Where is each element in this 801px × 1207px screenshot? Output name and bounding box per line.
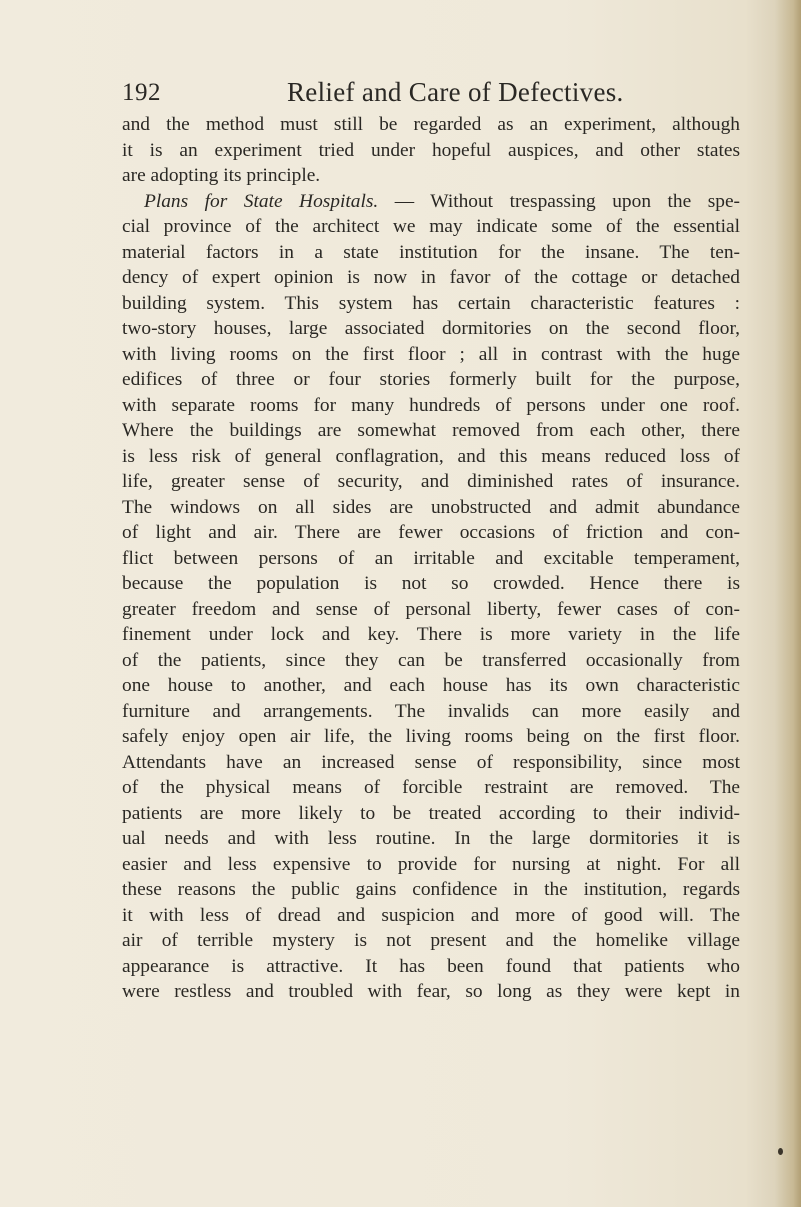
text-line: easier and less expensive to provide for nursing at night. For all <box>122 853 740 875</box>
running-title: Relief and Care of Defectives. <box>287 77 624 107</box>
ink-spot <box>778 1148 783 1155</box>
text-line: The windows on all sides are unobstructed and admit abundance <box>122 496 740 518</box>
text-line: air of terrible mystery is not present and the homelike village <box>122 930 740 951</box>
section-heading: Plans for State Hospitals. <box>144 190 379 212</box>
text-fragment: — Without trespassing upon the spe- <box>378 190 740 212</box>
text-line: it with less of dread and suspicion and more of good will. The <box>122 904 740 926</box>
text-line: finement under lock and key. There is more variety in the life <box>122 624 740 645</box>
text-line: with separate rooms for many hundreds of persons under one roof. <box>122 394 740 416</box>
text-line: safely enjoy open air life, the living rooms being on the first floor. <box>122 726 740 747</box>
text-line: greater freedom and sense of personal liberty, fewer cases of con- <box>122 598 740 620</box>
text-line: furniture and arrangements. The invalids can more easily and <box>122 700 740 722</box>
text-line: and the method must still be regarded as an experiment, although <box>122 114 740 135</box>
text-line: with living rooms on the first floor ; all in contrast with the huge <box>122 343 740 365</box>
text-line: are adopting its principle. <box>122 165 321 186</box>
page-header <box>122 73 740 113</box>
text-line: two-story houses, large associated dormitories on the second floor, <box>122 318 740 339</box>
text-line: appearance is attractive. It has been found that patients who <box>122 955 740 977</box>
body-text <box>122 112 740 1005</box>
text-line: building system. This system has certain characteristic features : <box>122 292 740 314</box>
text-line: material factors in a state institution for the insane. The ten- <box>122 241 740 263</box>
section-heading-line <box>122 189 740 215</box>
text-line: one house to another, and each house has its own characteristic <box>122 675 740 696</box>
text-line: these reasons the public gains confidence in the institution, regards <box>122 879 740 900</box>
paragraph-lines <box>122 214 740 1005</box>
text-line: Where the buildings are somewhat removed from each other, there <box>122 420 740 441</box>
text-line: flict between persons of an irritable and excitable temperament, <box>122 547 740 569</box>
text-line: cial province of the architect we may indicate some of the essential <box>122 216 740 237</box>
text-line: patients are more likely to be treated according to their individ- <box>122 802 740 824</box>
text-line: edifices of three or four stories formerly built for the purpose, <box>122 369 740 390</box>
text-line: ual needs and with less routine. In the large dormitories it is <box>122 828 740 849</box>
text-line: it is an experiment tried under hopeful auspices, and other states <box>122 139 740 161</box>
text-line: because the population is not so crowded. Hence there is <box>122 573 740 594</box>
text-line: Attendants have an increased sense of responsibility, since most <box>122 751 740 773</box>
text-line: life, greater sense of security, and diminished rates of insurance. <box>122 471 740 492</box>
page-edge-discoloration <box>775 0 801 1207</box>
text-line: of light and air. There are fewer occasions of friction and con- <box>122 522 740 543</box>
text-line: is less risk of general conflagration, and this means reduced loss of <box>122 445 740 467</box>
text-line: were restless and troubled with fear, so long as they were kept in <box>122 981 740 1002</box>
text-line: of the physical means of forcible restraint are removed. The <box>122 777 740 798</box>
page-number: 192 <box>122 79 161 106</box>
text-line: of the patients, since they can be transferred occasionally from <box>122 649 740 671</box>
text-line: dency of expert opinion is now in favor of the cottage or detached <box>122 267 740 288</box>
